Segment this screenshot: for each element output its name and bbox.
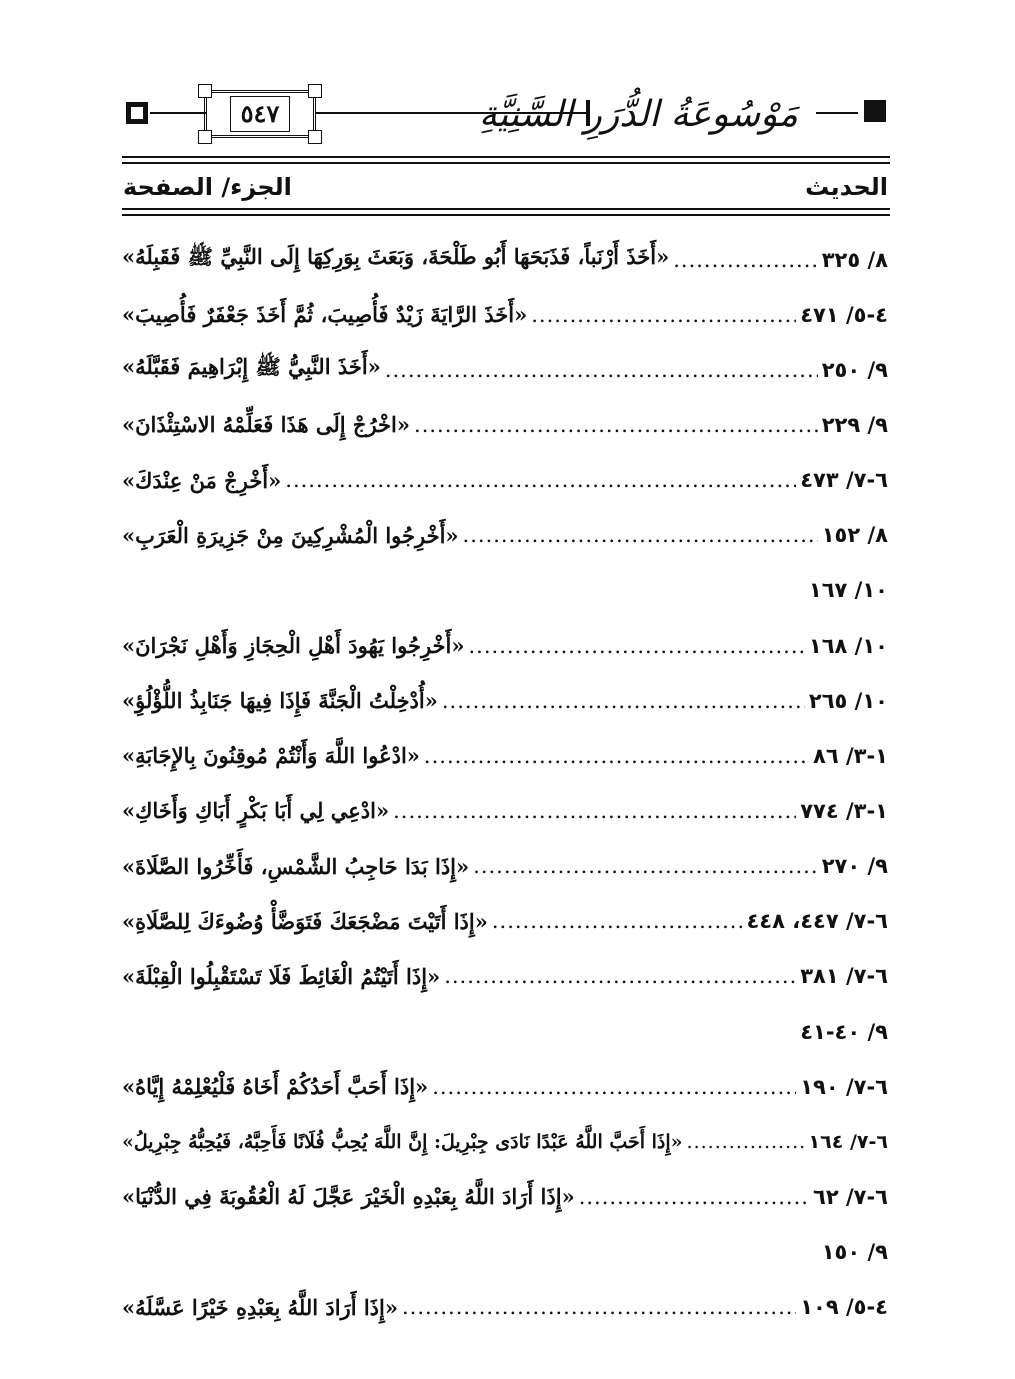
- frame-corner-ornament: [308, 130, 322, 144]
- dot-leader: [673, 248, 818, 272]
- index-entry: [122, 508, 888, 563]
- column-header-hadith: الحديث: [805, 173, 888, 201]
- index-entry: [122, 673, 888, 728]
- page-number-box: [204, 90, 316, 138]
- index-entries: [122, 232, 888, 1335]
- hadith-text: «أَخَذَ الرَّايَةَ زَيْدٌ فَأُصِيبَ، ثُمَّ أَخَذَ جَعْفَرٌ فَأُصِيبَ»: [122, 302, 528, 328]
- volume-page-ref: ٦-٧/ ٤٧٣: [800, 468, 888, 493]
- dot-leader: [414, 413, 818, 437]
- volume-page-ref: ٦-٧/ ١٦٤: [808, 1130, 888, 1153]
- index-entry: [122, 1280, 888, 1335]
- dot-leader: [463, 523, 818, 547]
- header-line-left-outer: [150, 112, 206, 114]
- volume-page-ref: ١٠/ ٢٦٥: [808, 688, 888, 713]
- index-entry: [122, 618, 888, 673]
- hadith-text: «إِذَا أَتَيْتُمُ الْغَائِطَ فَلَا تَسْتَقْبِلُوا الْقِبْلَةَ»: [122, 963, 441, 989]
- index-entry: [122, 1169, 888, 1224]
- volume-page-ref: ٨/ ٣٢٥: [821, 247, 888, 272]
- index-entry: [122, 1059, 888, 1114]
- index-entry: [122, 342, 888, 397]
- frame-corner-ornament: [308, 84, 322, 98]
- dot-leader: [579, 1185, 809, 1209]
- index-entry-continuation: [122, 1004, 888, 1059]
- book-title: مَوْسُوعَةُ الدُّرَرِ السَّنِيَّةِ: [478, 94, 798, 135]
- volume-page-ref: ٦-٧/ ٤٤٧، ٤٤٨: [746, 909, 888, 934]
- hadith-text: «إِذَا أَتَيْتَ مَضْجَعَكَ فَتَوَضَّأْ وُضُوءَكَ لِلصَّلَاةِ»: [122, 908, 488, 934]
- index-entry: [122, 728, 888, 783]
- index-entry-continuation: [122, 563, 888, 618]
- volume-page-ref: ٦-٧/ ٦٢: [813, 1184, 888, 1209]
- hadith-text: «أَخْرِجُوا يَهُودَ أَهْلِ الْحِجَازِ وَأَهْلِ نَجْرَانَ»: [122, 633, 465, 659]
- volume-page-ref: ٩/ ٤٠-٤١: [800, 1019, 888, 1044]
- running-header: [120, 88, 890, 146]
- dot-leader: [424, 744, 809, 768]
- column-header-volume-page: الجزء/ الصفحة: [123, 173, 292, 201]
- volume-page-ref: ٩/ ٢٧٠: [821, 854, 888, 879]
- dot-leader: [285, 468, 796, 492]
- index-entry: [122, 1114, 888, 1169]
- dot-leader: [385, 358, 818, 382]
- header-line-right: [816, 112, 858, 114]
- dot-leader: [402, 1295, 796, 1319]
- hadith-text: «أَخْرِجْ مَنْ عِنْدَكَ»: [122, 467, 282, 493]
- dot-leader: [473, 854, 818, 878]
- dot-leader: [442, 689, 805, 713]
- hadith-text: «إِذَا أَرَادَ اللَّهُ بِعَبْدِهِ الْخَيْرَ عَجَّلَ لَهُ الْعُقُوبَةَ فِي الدُّنْيَا»: [122, 1184, 575, 1210]
- frame-corner-ornament: [198, 130, 212, 144]
- volume-page-ref: ٤-٥/ ١٠٩: [800, 1295, 888, 1320]
- index-entry: [122, 397, 888, 452]
- dot-leader: [492, 909, 743, 933]
- hadith-text: «إِذَا أَحَبَّ اللَّهُ عَبْدًا نَادَى جِبْرِيلَ: إِنَّ اللَّهَ يُحِبُّ فُلَانًا فَأَحِبَّهُ، فَيُحِبُّهُ جِبْرِيلُ»: [122, 1130, 683, 1153]
- volume-page-ref: ٤-٥/ ٤٧١: [800, 302, 888, 327]
- hadith-text: «أُدْخِلْتُ الْجَنَّةَ فَإِذَا فِيهَا جَنَابِذُ اللُّؤْلُؤِ»: [122, 688, 438, 714]
- hadith-text: «إِذَا أَحَبَّ أَحَدُكُمْ أَخَاهُ فَلْيُعْلِمْهُ إِيَّاهُ»: [122, 1074, 429, 1100]
- index-entry: [122, 232, 888, 287]
- column-header-rule-bottom: [122, 214, 890, 216]
- hadith-text: «اخْرُجْ إِلَى هَذَا فَعَلِّمْهُ الاسْتِئْذَانَ»: [122, 412, 411, 438]
- ornament-square-right: [864, 100, 886, 122]
- volume-page-ref: ٩/ ٢٢٩: [821, 412, 888, 437]
- hadith-text: «إِذَا أَرَادَ اللَّهُ بِعَبْدِهِ خَيْرًا عَسَّلَهُ»: [122, 1294, 398, 1320]
- dot-leader: [687, 1131, 805, 1153]
- volume-page-ref: ٩/ ٢٥٠: [821, 357, 888, 382]
- dot-leader: [444, 964, 796, 988]
- index-entry: [122, 839, 888, 894]
- frame-corner-ornament: [198, 84, 212, 98]
- dot-leader: [531, 303, 796, 327]
- volume-page-ref: ١-٣/ ٧٧٤: [800, 798, 888, 823]
- dot-leader: [393, 799, 796, 823]
- hadith-text: «أَخَذَ أَرْنَباً، فَذَبَحَهَا أَبُو طَلْحَةَ، وَبَعَثَ بِوَرِكِهَا إِلَى النَّبِيِّ ﷺ فَقَبِلَهُ»: [122, 244, 670, 270]
- volume-page-ref: ١٠/ ١٦٧: [808, 578, 888, 603]
- volume-page-ref: ٦-٧/ ١٩٠: [800, 1074, 888, 1099]
- volume-page-ref: ١-٣/ ٨٦: [813, 743, 888, 768]
- hadith-text: «ادْعِي لِي أَبَا بَكْرٍ أَبَاكِ وَأَخَاكِ»: [122, 798, 390, 824]
- index-entry: [122, 894, 888, 949]
- hadith-text: «أَخْرِجُوا الْمُشْرِكِينَ مِنْ جَزِيرَةِ الْعَرَبِ»: [122, 522, 459, 548]
- index-entry-continuation: [122, 1225, 888, 1280]
- dot-leader: [432, 1075, 796, 1099]
- header-rule-top: [122, 156, 890, 158]
- column-header-rule-top: [122, 208, 890, 210]
- dot-leader: [469, 634, 805, 658]
- hadith-text: «ادْعُوا اللَّهَ وَأَنْتُمْ مُوقِنُونَ بِالإِجَابَةِ»: [122, 743, 420, 769]
- hadith-text: «إِذَا بَدَا حَاجِبُ الشَّمْسِ، فَأَخِّرُوا الصَّلَاةَ»: [122, 853, 470, 879]
- volume-page-ref: ٦-٧/ ٣٨١: [800, 964, 888, 989]
- header-rule-bottom: [122, 162, 890, 164]
- ornament-square-left: [126, 102, 148, 124]
- index-entry: [122, 949, 888, 1004]
- index-entry: [122, 783, 888, 838]
- index-entry: [122, 287, 888, 342]
- volume-page-ref: ٩/ ١٥٠: [821, 1240, 888, 1265]
- hadith-text: «أَخَذَ النَّبِيُّ ﷺ إِبْرَاهِيمَ فَقَبَّلَهُ»: [122, 354, 381, 380]
- index-entry: [122, 453, 888, 508]
- page-number: ٥٤٧: [230, 96, 291, 132]
- volume-page-ref: ١٠/ ١٦٨: [808, 633, 888, 658]
- volume-page-ref: ٨/ ١٥٢: [821, 523, 888, 548]
